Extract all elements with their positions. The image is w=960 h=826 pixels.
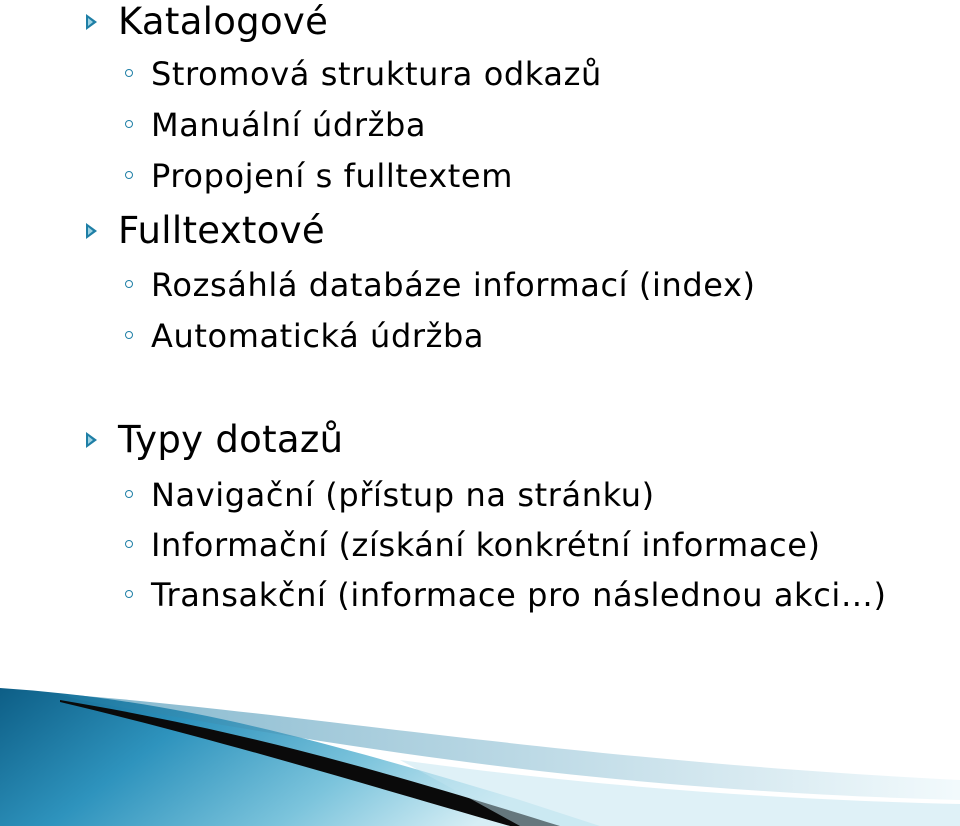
list-item: Navigační (přístup na stránku) (151, 476, 655, 514)
list-item: Manuální údržba (151, 106, 427, 144)
heading-typy-dotazu: Typy dotazů (118, 418, 344, 461)
list-item: Automatická údržba (151, 317, 485, 355)
list-item: Rozsáhlá databáze informací (index) (151, 266, 756, 304)
heading-fulltextove: Fulltextové (118, 209, 325, 252)
list-item: Informační (získání konkrétní informace) (151, 526, 821, 564)
list-item: Propojení s fulltextem (151, 157, 513, 195)
list-item: Stromová struktura odkazů (151, 55, 602, 93)
heading-katalogove: Katalogové (118, 0, 329, 43)
list-item: Transakční (informace pro následnou akci…) (151, 576, 887, 614)
